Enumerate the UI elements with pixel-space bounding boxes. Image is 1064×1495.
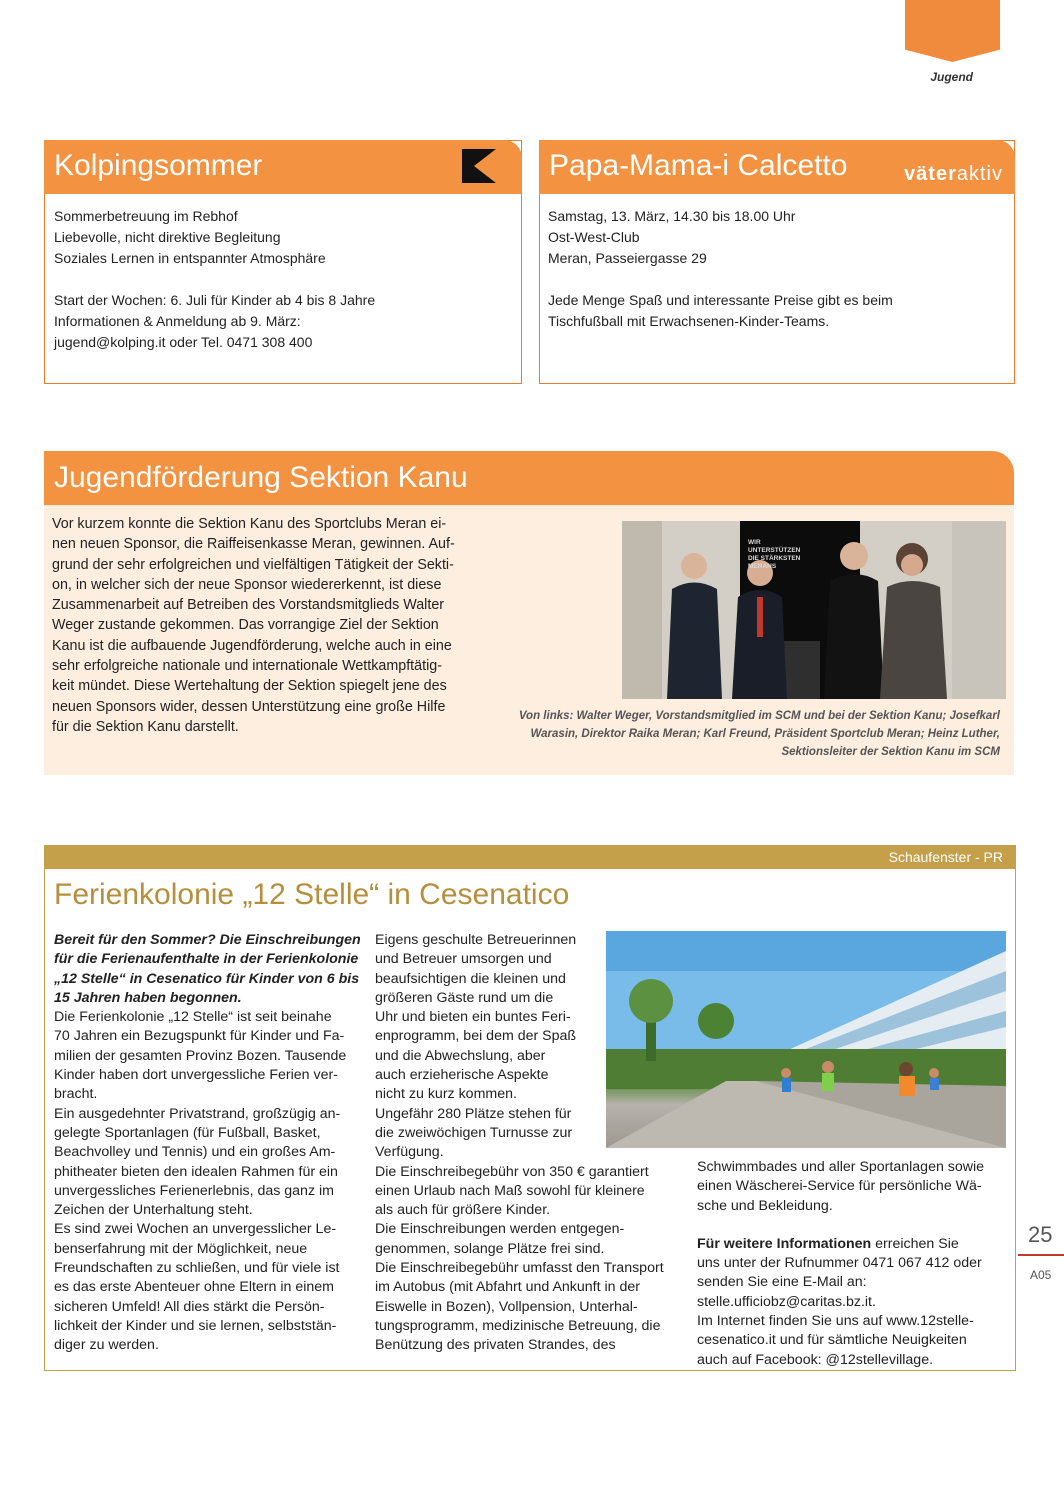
- kolping-line: Start der Wochen: 6. Juli für Kinder ab 4 bis 8 Jahre: [54, 292, 376, 308]
- sponsor-banner-text: [748, 539, 800, 571]
- text-line: genommen, solange Plätze frei sind.: [375, 1240, 605, 1257]
- logo-bold-text: väter: [904, 163, 957, 185]
- text-line: milien der gesamten Provinz Bozen. Tausende: [54, 1047, 347, 1064]
- text-line: beaufsichtigen die kleinen und: [375, 970, 566, 987]
- text-line: Kinder haben dort unvergessliche Ferien ver-: [54, 1067, 338, 1084]
- page-divider: [1018, 1254, 1064, 1256]
- pr-bar-label: Schaufenster - PR: [888, 849, 1003, 865]
- kanu-article-text: [52, 514, 482, 737]
- lead-line: 15 Jahren haben begonnen.: [54, 989, 242, 1006]
- info-text: erreichen Sie: [871, 1235, 959, 1252]
- text-line: bracht.: [54, 1086, 98, 1103]
- cesenatico-photo: [606, 931, 1006, 1148]
- kanu-line: sehr erfolgreiche nationale und internationale Wettkampftätig-: [52, 658, 442, 675]
- text-line: Verfügung.: [375, 1144, 444, 1161]
- text-line: sicheren Umfeld! All dies stärkt die Persön-: [54, 1298, 325, 1315]
- kanu-line: on, in welcher sich der neue Sponsor wiedererkennt, ist diese: [52, 576, 442, 593]
- lead-line: „12 Stelle“ in Cesenatico für Kinder von 6 bis: [54, 970, 360, 987]
- kolping-line: Informationen & Anmeldung ab 9. März:: [54, 313, 301, 329]
- pr-lead: [54, 931, 366, 1008]
- kolping-body: [45, 194, 521, 353]
- text-line: Benützung des privaten Strandes, des: [375, 1337, 616, 1354]
- text-line: Zeichen der Unterhaltung steht.: [54, 1202, 253, 1219]
- kanu-line: Weger zustande gekommen. Das vorrangige Ziel der Sektion: [52, 617, 439, 634]
- caption-line: Von links: Walter Weger, Vorstandsmitglied im SCM und bei der Sektion Kanu; Josefkarl: [518, 710, 1000, 722]
- text-line: lichkeit der Kinder und sie lernen, selbststän-: [54, 1317, 337, 1334]
- pr-bar: [44, 845, 1015, 869]
- calcetto-box: [539, 140, 1015, 384]
- text-line: Freundschaften zu schließen, und für viele ist: [54, 1260, 340, 1277]
- text-line: 70 Jahren ein Bezugspunkt für Kinder und Fa-: [54, 1028, 345, 1045]
- calcetto-line: Meran, Passeiergasse 29: [548, 250, 707, 266]
- kanu-photo-caption: [480, 707, 1000, 761]
- text-line: uns unter der Rufnummer 0471 067 412 oder: [697, 1255, 982, 1272]
- kolping-line: Sommerbetreuung im Rebhof: [54, 208, 238, 224]
- text-line: tungsprogramm, medizinische Betreuung, die: [375, 1317, 661, 1334]
- text-line: es das erste Abenteuer ohne Eltern in einem: [54, 1279, 334, 1296]
- text-line: Die Einschreibegebühr umfasst den Transport: [375, 1260, 664, 1277]
- kolping-logo-icon: [462, 149, 496, 183]
- kolping-title: Kolpingsommer: [54, 149, 263, 182]
- kanu-title-bar: [44, 451, 1014, 505]
- banner-line: UNTERSTÜTZEN: [748, 547, 801, 554]
- kanu-line: neuen Sponsors wider, dessen Unterstützung eine große Hilfe: [52, 698, 446, 715]
- banner-line: WIR: [748, 539, 761, 546]
- text-line: Uhr und bieten ein buntes Feri-: [375, 1009, 571, 1026]
- text-line: einen Urlaub nach Maß sowohl für kleinere: [375, 1182, 645, 1199]
- text-line: Eigens geschulte Betreuerinnen: [375, 932, 577, 948]
- kanu-photo-art: [622, 521, 1006, 699]
- text-line: Eiswelle in Bozen), Vollpension, Unterhal-: [375, 1298, 638, 1315]
- kanu-line: für die Sektion Kanu darstellt.: [52, 718, 239, 735]
- text-line: nicht zu kurz kommen.: [375, 1086, 517, 1103]
- spacer: [697, 1216, 1009, 1235]
- logo-url: www.vaeter-aktiv.it: [945, 219, 1003, 226]
- text-line: im Autobus (mit Abfahrt und Ankunft in der: [375, 1279, 640, 1296]
- lead-line: Bereit für den Sommer? Die Einschreibungen: [54, 932, 361, 948]
- kolping-line: jugend@kolping.it oder Tel. 0471 308 400: [54, 334, 313, 350]
- kanu-line: Zusammenarbeit auf Betreiben des Vorstandsmitglieds Walter: [52, 597, 445, 614]
- logo-thin-text: aktiv: [956, 163, 1003, 185]
- text-line: die zweiwöchigen Turnusse zur: [375, 1124, 573, 1141]
- kolping-title-bar: [44, 140, 522, 194]
- text-line: Die Einschreibungen werden entgegen-: [375, 1221, 625, 1238]
- section-tab: [905, 0, 1000, 62]
- text-line: [697, 1235, 1009, 1254]
- text-line: Ungefähr 280 Plätze stehen für: [375, 1105, 572, 1122]
- kanu-line: Kanu ist die aufbauende Jugendförderung, welche auch in eine: [52, 637, 452, 654]
- text-line: senden Sie eine E-Mail an:: [697, 1274, 867, 1291]
- text-line: Beachvolley und Tennis) und ein großes Am-: [54, 1144, 336, 1161]
- text-line: sche und Bekleidung.: [697, 1197, 833, 1214]
- text-line: Die Einschreibegebühr von 350 € garantiert: [375, 1163, 649, 1180]
- text-line: phitheater bieten den idealen Rahmen für ein: [54, 1163, 338, 1180]
- text-line: enprogramm, bei dem der Spaß: [375, 1028, 577, 1045]
- text-line: und die Abwechslung, aber: [375, 1047, 546, 1064]
- page-number: 25: [1028, 1222, 1053, 1247]
- cesenatico-photo-art: [606, 931, 1006, 1148]
- info-bold: Für weitere Informationen: [697, 1235, 872, 1252]
- text-line: auch auf Facebook: @12stellevillage.: [697, 1351, 934, 1368]
- calcetto-title: Papa-Mama-i Calcetto: [549, 149, 848, 182]
- text-line: als auch für größere Kinder.: [375, 1202, 551, 1219]
- text-line: auch erzieherische Aspekte: [375, 1067, 549, 1084]
- text-line: Es sind zwei Wochen an unvergesslicher Le-: [54, 1221, 337, 1238]
- pr-title: Ferienkolonie „12 Stelle“ in Cesenatico: [54, 878, 570, 911]
- pr-column-1: [54, 931, 366, 1356]
- kanu-line: nen neuen Sponsor, die Raiffeisenkasse Meran, gewinnen. Auf-: [52, 536, 455, 553]
- kanu-line: Vor kurzem konnte die Sektion Kanu des Sportclubs Meran ei-: [52, 516, 447, 532]
- text-line: Schwimmbades und aller Sportanlagen sowie: [697, 1159, 985, 1175]
- text-line: diger zu werden.: [54, 1337, 159, 1354]
- text-line: einen Wäscherei-Service für persönliche Wä-: [697, 1178, 982, 1195]
- page-code: A05: [1030, 1268, 1052, 1282]
- pr-column-3: [697, 1158, 1009, 1370]
- vaeteraktiv-logo: [904, 148, 1003, 249]
- text-line: und Betreuer umsorgen und: [375, 951, 552, 968]
- kanu-line: keit mündet. Diese Wertehaltung der Sektion spiegelt jene des: [52, 678, 447, 695]
- text-line: Die Ferienkolonie „12 Stelle“ ist seit beinahe: [54, 1009, 332, 1026]
- caption-line: Warasin, Direktor Raika Meran; Karl Freund, Präsident Sportclub Meran; Heinz Luther,: [530, 728, 1000, 740]
- text-line: cesenatico.it und für sämtliche Neuigkeiten: [697, 1332, 967, 1349]
- kolping-line: Liebevolle, nicht direktive Begleitung: [54, 229, 281, 245]
- calcetto-line: Jede Menge Spaß und interessante Preise gibt es beim: [548, 292, 893, 308]
- text-line: Im Internet finden Sie uns auf www.12stelle-: [697, 1313, 974, 1330]
- kanu-line: grund der sehr erfolgreichen und vielfältigen Tätigkeit der Sekti-: [52, 556, 454, 573]
- text-line: unvergessliches Ferienerlebnis, das ganz im: [54, 1182, 334, 1199]
- lead-line: für die Ferienaufenthalte in der Ferienkolonie: [54, 951, 359, 968]
- kanu-title: Jugendförderung Sektion Kanu: [54, 461, 468, 494]
- banner-line: MERANS: [748, 563, 777, 570]
- section-label: Jugend: [930, 70, 973, 84]
- calcetto-line: Samstag, 13. März, 14.30 bis 18.00 Uhr: [548, 208, 796, 224]
- calcetto-line: Ost-West-Club: [548, 229, 640, 245]
- calcetto-line: Tischfußball mit Erwachsenen-Kinder-Teams.: [548, 313, 830, 329]
- banner-line: DIE STÄRKSTEN: [748, 555, 801, 562]
- text-line: benserfahrung mit der Möglichkeit, neue: [54, 1240, 308, 1257]
- caption-line: Sektionsleiter der Sektion Kanu im SCM: [781, 746, 1000, 758]
- kolping-box: [44, 140, 522, 384]
- text-line: Ein ausgedehnter Privatstrand, großzügig an-: [54, 1105, 341, 1122]
- kanu-photo: [622, 521, 1006, 699]
- email-text: stelle.ufficiobz@caritas.bz.it.: [697, 1293, 876, 1310]
- text-line: größeren Gäste rund um die: [375, 989, 554, 1006]
- kolping-line: Soziales Lernen in entspannter Atmosphäre: [54, 250, 326, 266]
- text-line: gelegte Sportanlagen (für Fußball, Basket,: [54, 1124, 321, 1141]
